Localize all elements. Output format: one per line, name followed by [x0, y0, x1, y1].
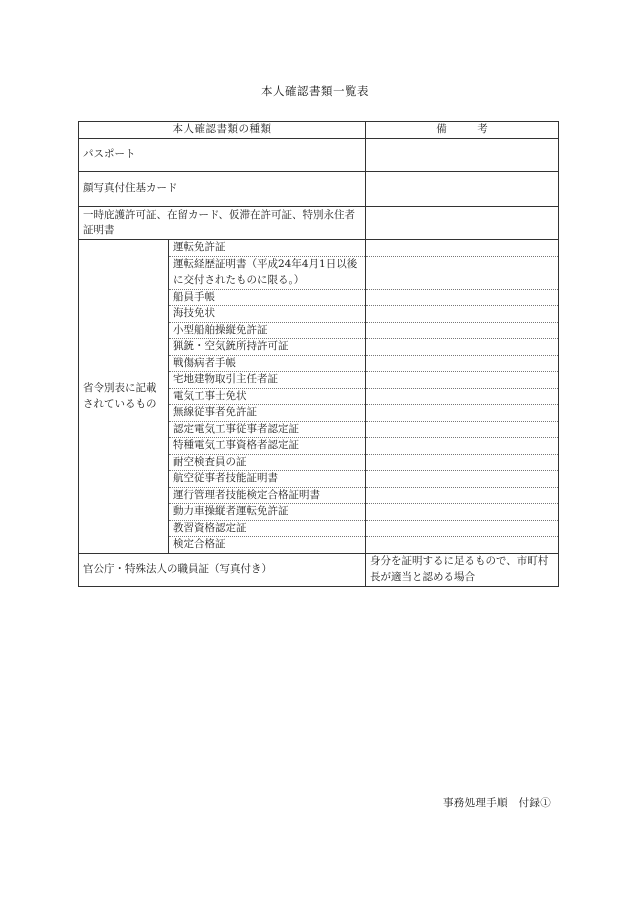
law-doc-note	[366, 372, 559, 389]
doc-cell-official-id: 官公庁・特殊法人の職員証（写真付き）	[79, 553, 366, 586]
law-doc-item: 検定合格証	[169, 537, 366, 554]
law-doc-item: 船員手帳	[169, 289, 366, 306]
law-doc-item: 戦傷病者手帳	[169, 355, 366, 372]
law-group-label: 省令別表に記載されているもの	[79, 240, 169, 554]
law-doc-note	[366, 339, 559, 356]
doc-cell-juki-card: 顔写真付住基カード	[79, 172, 366, 207]
doc-type-header: 本人確認書類の種類	[79, 122, 366, 139]
page-footer: 事務処理手順 付録①	[443, 797, 551, 809]
table-row	[79, 553, 559, 586]
id-documents-table	[78, 121, 559, 587]
law-doc-item: 航空従事者技能証明書	[169, 471, 366, 488]
law-doc-item: 認定電気工事従事者認定証	[169, 421, 366, 438]
law-doc-note	[366, 454, 559, 471]
table-row	[79, 207, 559, 240]
law-doc-note	[366, 256, 559, 289]
law-doc-note	[366, 520, 559, 537]
table-row	[79, 172, 559, 207]
law-doc-note	[366, 487, 559, 504]
law-doc-item: 運転経歴証明書（平成24年4月1日以後に交付されたものに限る。）	[169, 256, 366, 289]
law-doc-item: 教習資格認定証	[169, 520, 366, 537]
note-header: 備 考	[366, 122, 559, 139]
law-doc-note	[366, 306, 559, 323]
law-doc-note	[366, 388, 559, 405]
law-doc-note	[366, 438, 559, 455]
official-note-cell: 身分を証明するに足るもので、市町村長が適当と認める場合	[366, 553, 559, 586]
law-doc-item: 宅地建物取引主任者証	[169, 372, 366, 389]
table-header-row	[79, 122, 559, 139]
law-doc-note	[366, 421, 559, 438]
law-doc-note	[366, 471, 559, 488]
doc-cell-passport: パスポート	[79, 139, 366, 172]
note-cell	[366, 207, 559, 240]
law-doc-note	[366, 322, 559, 339]
table-row	[79, 139, 559, 172]
doc-cell-residence-card: 一時庇護許可証、在留カード、仮滞在許可証、特別永住者証明書	[79, 207, 366, 240]
law-doc-note	[366, 240, 559, 257]
law-doc-item: 特種電気工事資格者認定証	[169, 438, 366, 455]
law-doc-note	[366, 537, 559, 554]
law-doc-row	[79, 240, 559, 257]
page-title: 本人確認書類一覧表	[261, 84, 369, 98]
law-doc-item: 猟銃・空気銃所持許可証	[169, 339, 366, 356]
law-doc-note	[366, 405, 559, 422]
law-doc-note	[366, 504, 559, 521]
note-cell	[366, 139, 559, 172]
law-doc-item: 無線従事者免許証	[169, 405, 366, 422]
law-doc-note	[366, 289, 559, 306]
law-doc-item: 海技免状	[169, 306, 366, 323]
law-doc-item: 電気工事士免状	[169, 388, 366, 405]
law-doc-item: 運行管理者技能検定合格証明書	[169, 487, 366, 504]
law-doc-item: 動力車操縦者運転免許証	[169, 504, 366, 521]
law-doc-item: 耐空検査員の証	[169, 454, 366, 471]
law-doc-note	[366, 355, 559, 372]
law-doc-item: 運転免許証	[169, 240, 366, 257]
note-cell	[366, 172, 559, 207]
law-doc-item: 小型船舶操縦免許証	[169, 322, 366, 339]
